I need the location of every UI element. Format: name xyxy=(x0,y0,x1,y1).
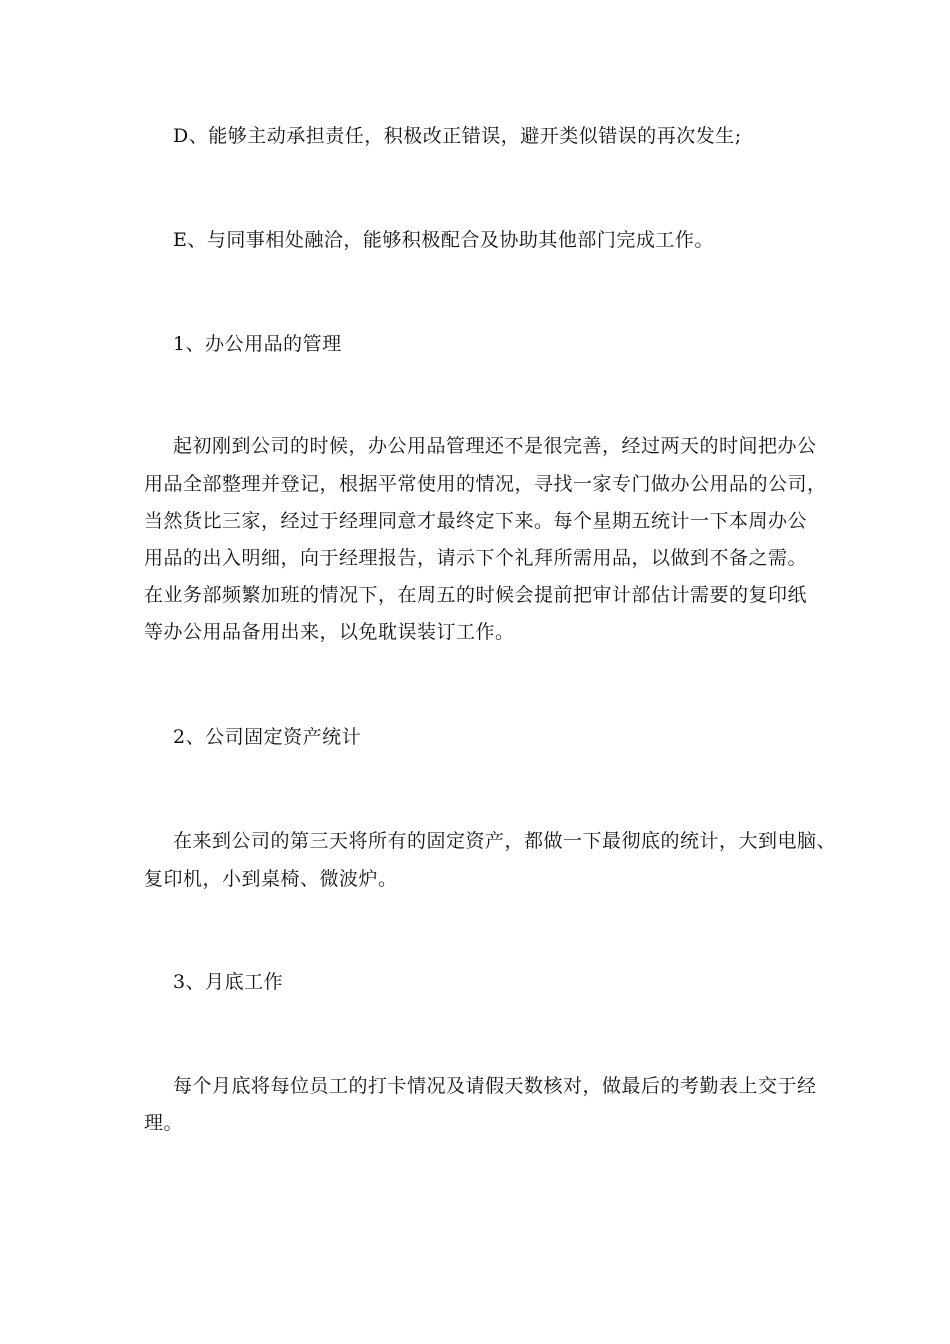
paragraph-line: 每个月底将每位员工的打卡情况及请假天数核对，做最后的考勤表上交于经 xyxy=(173,1075,817,1097)
paragraph-line: 用品全部整理并登记，根据平常使用的情况，寻找一家专门做办公用品的公司， xyxy=(144,473,827,495)
section-heading-fixed-assets: 2、公司固定资产统计 xyxy=(173,726,362,748)
list-item-d: D、能够主动承担责任，积极改正错误，避开类似错误的再次发生; xyxy=(173,125,742,147)
paragraph-line: 当然货比三家，经过于经理同意才最终定下来。每个星期五统计一下本周办公 xyxy=(144,510,808,532)
paragraph-line: 用品的出入明细，向于经理报告，请示下个礼拜所需用品，以做到不备之需。 xyxy=(144,547,808,569)
paragraph-line: 理。 xyxy=(144,1112,184,1134)
section-heading-month-end: 3、月底工作 xyxy=(173,971,284,993)
paragraph-line: 在业务部频繁加班的情况下，在周五的时候会提前把审计部估计需要的复印纸 xyxy=(144,584,808,606)
paragraph-line: 复印机，小到桌椅、微波炉。 xyxy=(144,868,398,890)
list-item-e: E、与同事相处融洽，能够积极配合及协助其他部门完成工作。 xyxy=(173,229,714,251)
paragraph-line: 在来到公司的第三天将所有的固定资产，都做一下最彻底的统计，大到电脑、 xyxy=(173,830,837,852)
section-heading-office-supplies: 1、办公用品的管理 xyxy=(173,333,342,355)
paragraph-line: 起初刚到公司的时候，办公用品管理还不是很完善，经过两天的时间把办公 xyxy=(173,435,817,457)
paragraph-line: 等办公用品备用出来，以免耽误装订工作。 xyxy=(144,621,515,643)
